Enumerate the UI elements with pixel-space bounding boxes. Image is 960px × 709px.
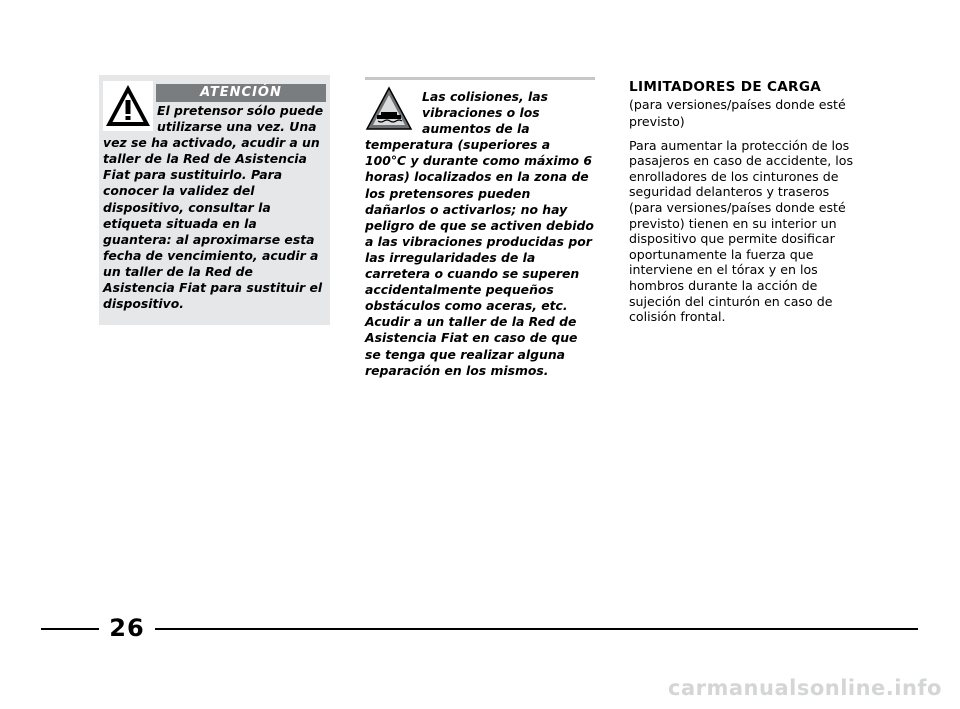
page-number: 26 xyxy=(109,614,145,642)
load-limiters-section xyxy=(629,80,859,325)
warning-header: ATENCIÓN xyxy=(156,84,326,102)
watermark: carmanualsonline.info xyxy=(668,676,942,700)
caution-divider xyxy=(365,77,595,80)
warning-box xyxy=(99,75,330,325)
section-subtitle: (para versiones/países donde esté previsto) xyxy=(629,96,846,129)
footer-rule-left xyxy=(41,628,99,630)
warning-text: El pretensor sólo puede utilizarse una vez. Una vez se ha activado, acudir a un taller de la Red de Asistencia Fiat para sustituirlo. Para conocer la validez del dispositivo, consultar la etiqueta situada en la guantera: al aproximarse esta fecha de vencimiento, acudir a un taller de la Red de Asistencia Fiat para sustituir el dispositivo. xyxy=(103,103,324,312)
section-body: Para aumentar la protección de los pasajeros en caso de accidente, los enrolladores de los cinturones de seguridad delanteros y traseros (para versiones/países donde esté previsto) tienen en su interior un dispositivo que permite dosificar oportunamente la fuerza que interviene en el tórax y en los hombros durante la acción de sujeción del cinturón en caso de colisión frontal. xyxy=(629,137,854,325)
section-title: LIMITADORES DE CARGA xyxy=(629,79,822,95)
caution-text: Las colisiones, las vibraciones o los aumentos de la temperatura (superiores a 100°C y durante como máximo 6 horas) localizados en la zona de los pretensores pueden dañarlos o activarlos; no hay peligro de que se activen debido a las vibraciones producidas por las irregularidades de la carretera o cuando se superen accidentalmente pequeños obstáculos como aceras, etc. Acudir a un taller de la Red de Asistencia Fiat en caso de que se tenga que realizar alguna reparación en los mismos. xyxy=(365,89,594,378)
footer-rule-right xyxy=(155,628,918,630)
